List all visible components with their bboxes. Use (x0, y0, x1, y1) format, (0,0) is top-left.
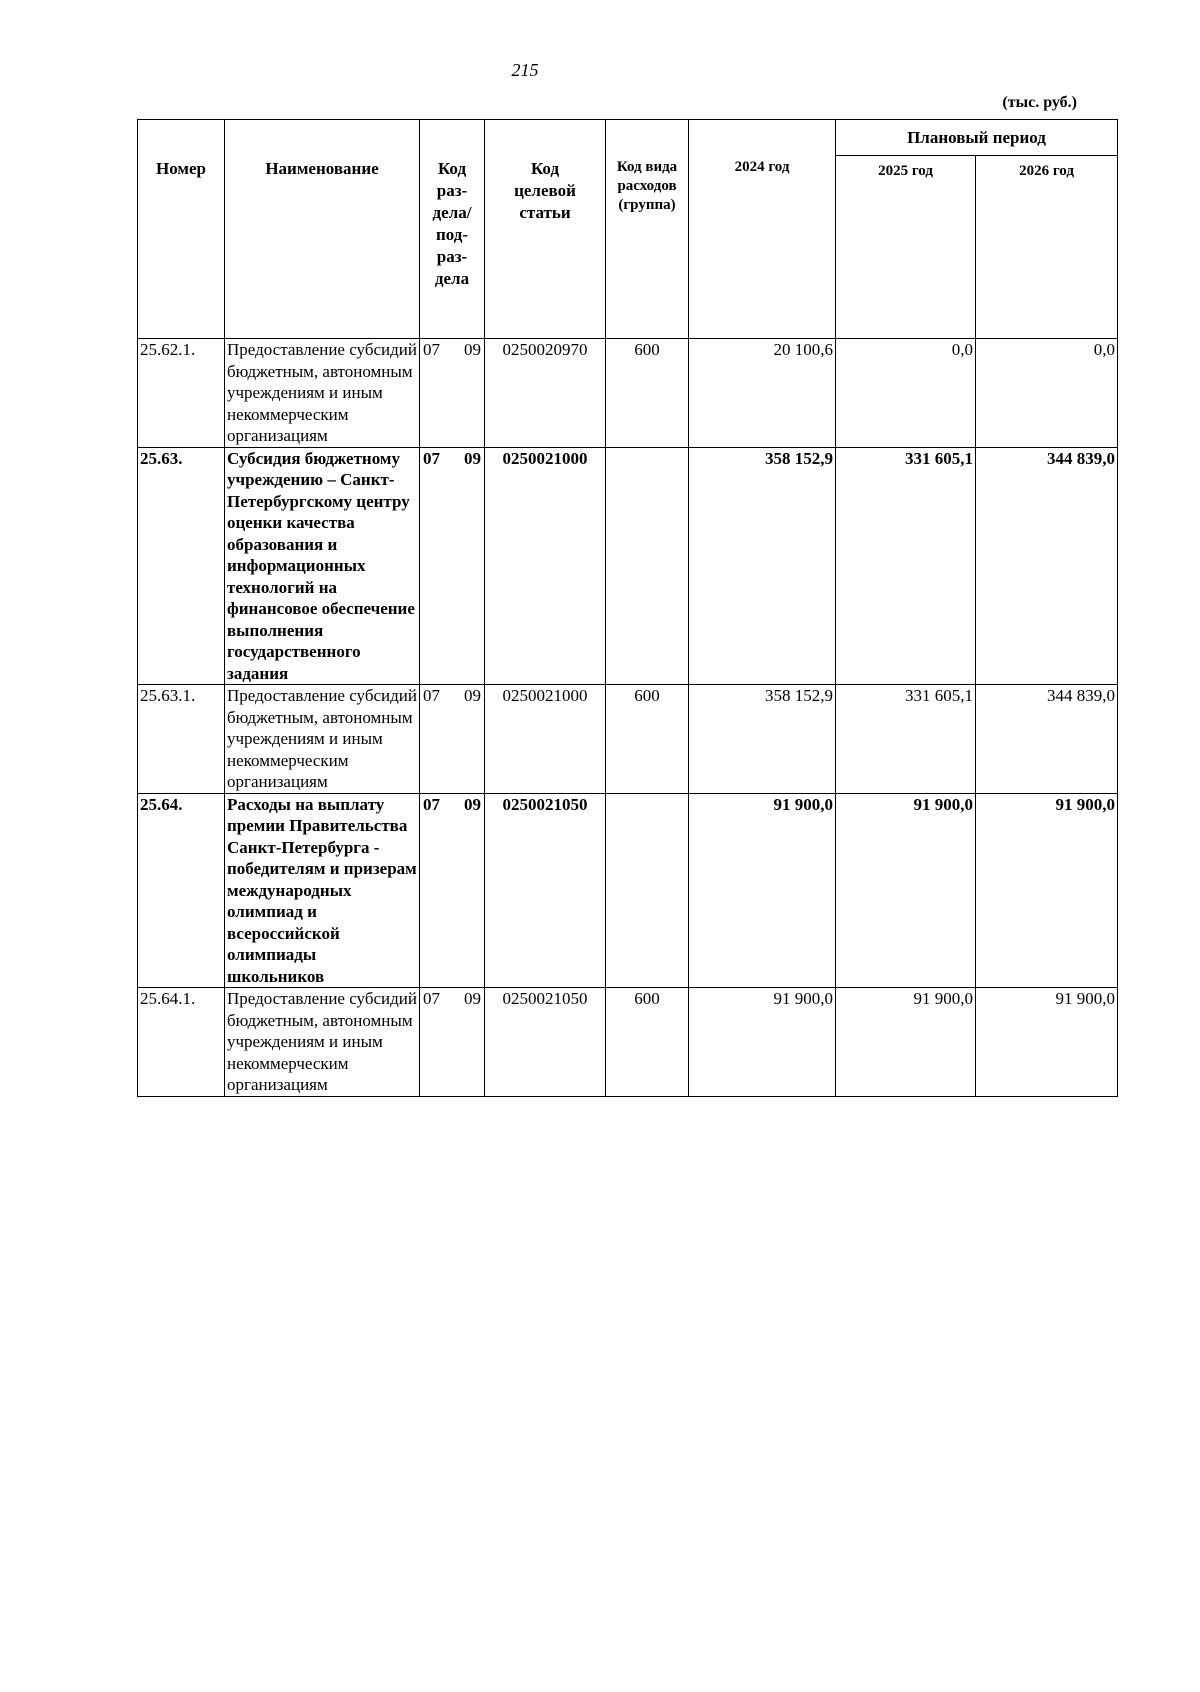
cell-number: 25.63.1. (138, 685, 225, 794)
cell-expense-type: 600 (606, 988, 689, 1097)
cell-number: 25.63. (138, 447, 225, 685)
cell-name: Предоставление субсидий бюджетным, автономным учреждениям и иным некоммерческим организациям (225, 339, 420, 448)
cell-year-2026: 344 839,0 (976, 447, 1118, 685)
cell-year-2024: 91 900,0 (689, 793, 836, 988)
cell-name: Предоставление субсидий бюджетным, автономным учреждениям и иным некоммерческим организациям (225, 988, 420, 1097)
section-code: 07 (423, 686, 440, 705)
subsection-code: 09 (464, 794, 481, 814)
cell-target-code: 0250020970 (485, 339, 606, 448)
table-header (138, 120, 1118, 339)
subsection-code: 09 (464, 686, 481, 705)
header-year-2025: 2025 год (836, 156, 976, 339)
cell-year-2025: 331 605,1 (836, 685, 976, 794)
cell-name: Предоставление субсидий бюджетным, автономным учреждениям и иным некоммерческим организациям (225, 685, 420, 794)
cell-section-code (420, 988, 485, 1097)
header-planning-period: Плановый период (836, 120, 1118, 156)
cell-year-2025: 0,0 (836, 339, 976, 448)
budget-table (137, 119, 1118, 1097)
cell-year-2024: 358 152,9 (689, 685, 836, 794)
cell-year-2025: 91 900,0 (836, 793, 976, 988)
cell-number: 25.64. (138, 793, 225, 988)
header-expense-type: Код вида расходов (группа) (606, 120, 689, 339)
cell-target-code: 0250021050 (485, 988, 606, 1097)
cell-year-2026: 91 900,0 (976, 793, 1118, 988)
page-number: 215 (511, 60, 539, 80)
cell-section-code (420, 685, 485, 794)
cell-year-2024: 20 100,6 (689, 339, 836, 448)
cell-year-2024: 91 900,0 (689, 988, 836, 1097)
cell-target-code: 0250021050 (485, 793, 606, 988)
header-year-2024: 2024 год (689, 120, 836, 339)
cell-year-2026: 344 839,0 (976, 685, 1118, 794)
cell-year-2025: 91 900,0 (836, 988, 976, 1097)
cell-section-code (420, 447, 485, 685)
section-code: 07 (423, 340, 440, 359)
cell-target-code: 0250021000 (485, 685, 606, 794)
cell-name: Субсидия бюджетному учреждению – Санкт-Петербургскому центру оценки качества образования и информационных технологий на финансовое обеспечение выполнения государственного задания (225, 447, 420, 685)
table-body (138, 339, 1118, 1097)
header-number: Номер (138, 120, 225, 339)
cell-number: 25.64.1. (138, 988, 225, 1097)
section-code: 07 (423, 989, 440, 1008)
cell-target-code: 0250021000 (485, 447, 606, 685)
table-row (138, 339, 1118, 448)
cell-year-2026: 0,0 (976, 339, 1118, 448)
section-code: 07 (423, 448, 440, 468)
table-row (138, 447, 1118, 685)
table-row (138, 793, 1118, 988)
header-name: Наименование (225, 120, 420, 339)
cell-expense-type: 600 (606, 685, 689, 794)
units-label: (тыс. руб.) (1002, 94, 1077, 111)
table-row (138, 988, 1118, 1097)
cell-number: 25.62.1. (138, 339, 225, 448)
subsection-code: 09 (464, 448, 481, 468)
cell-year-2025: 331 605,1 (836, 447, 976, 685)
subsection-code: 09 (464, 340, 481, 359)
section-code: 07 (423, 794, 440, 814)
cell-year-2024: 358 152,9 (689, 447, 836, 685)
header-target-code: Код целевой статьи (485, 120, 606, 339)
cell-expense-type: 600 (606, 339, 689, 448)
cell-expense-type (606, 447, 689, 685)
cell-section-code (420, 793, 485, 988)
cell-year-2026: 91 900,0 (976, 988, 1118, 1097)
header-year-2026: 2026 год (976, 156, 1118, 339)
header-section-code: Код раз- дела/ под- раз- дела (420, 120, 485, 339)
subsection-code: 09 (464, 989, 481, 1008)
cell-expense-type (606, 793, 689, 988)
cell-name: Расходы на выплату премии Правительства Санкт-Петербурга - победителям и призерам международных олимпиад и всероссийской олимпиады школьников (225, 793, 420, 988)
table-row (138, 685, 1118, 794)
cell-section-code (420, 339, 485, 448)
